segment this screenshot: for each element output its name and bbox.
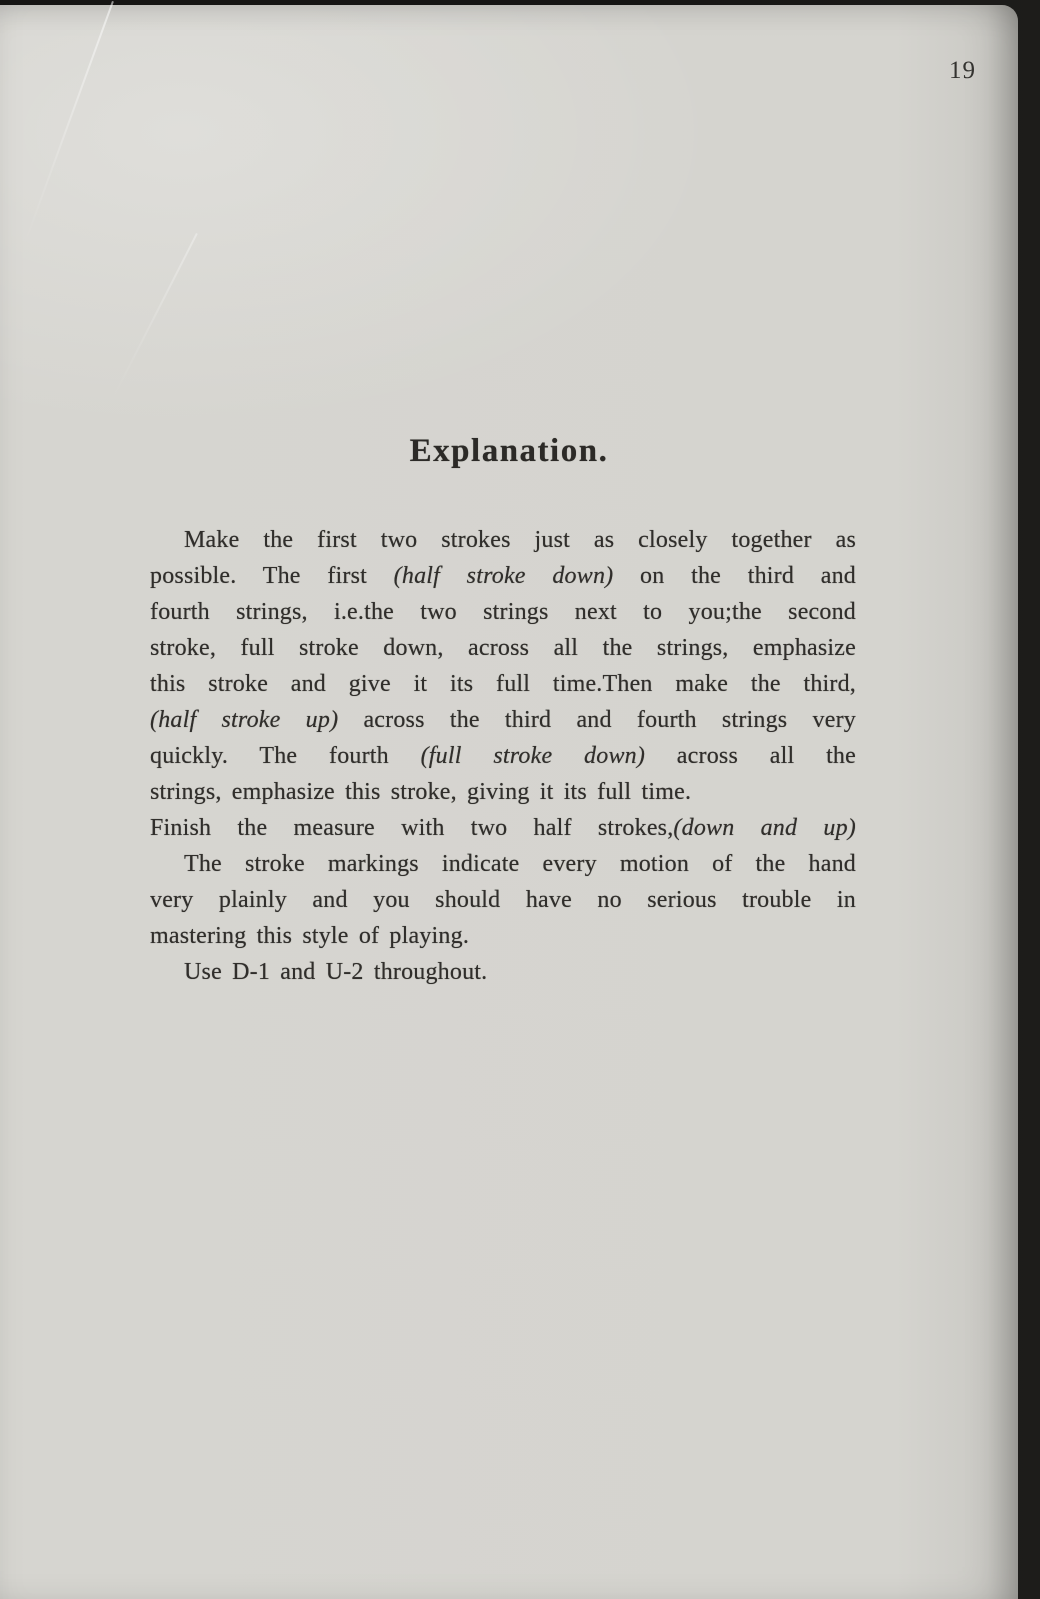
paragraph — [150, 522, 856, 846]
text-line — [150, 738, 856, 774]
page-title: Explanation. — [409, 433, 609, 469]
text-segment: The stroke markings indicate every motion of the hand — [184, 851, 856, 877]
text-line — [150, 882, 856, 918]
paragraph — [150, 846, 856, 954]
text-segment: mastering this style of playing. — [150, 923, 470, 949]
text-line — [150, 918, 856, 954]
text-segment: possible. The first — [150, 563, 394, 589]
text-line — [150, 810, 856, 846]
text-segment: this stroke and give it its full time.Then make the third, — [150, 671, 856, 697]
text-segment: strings, emphasize this stroke, giving it its full time. — [150, 779, 692, 805]
italic-text: (full stroke down) — [420, 743, 646, 769]
text-segment: across all the — [645, 743, 856, 769]
text-line — [150, 522, 856, 558]
text-segment: Use D-1 and U-2 throughout. — [184, 959, 488, 985]
text-segment: Make the first two strokes just as closely together as — [184, 527, 856, 553]
text-line — [150, 630, 856, 666]
text-segment: across the third and fourth strings very — [338, 707, 856, 733]
paragraph — [150, 954, 856, 990]
book-page — [0, 5, 1018, 1599]
text-segment: very plainly and you should have no serious trouble in — [150, 887, 856, 913]
text-line — [150, 558, 856, 594]
text-line — [150, 666, 856, 702]
text-segment: Finish the measure with two half strokes, — [150, 815, 674, 841]
text-line — [150, 774, 856, 810]
text-segment: quickly. The fourth — [150, 743, 421, 769]
text-line — [150, 594, 856, 630]
text-line — [150, 954, 856, 990]
italic-text: (half stroke down) — [393, 563, 614, 589]
text-segment: on the third and — [613, 563, 856, 589]
italic-text: (half stroke up) — [150, 707, 339, 733]
text-line — [150, 846, 856, 882]
text-line — [150, 702, 856, 738]
italic-text: (down and up) — [673, 815, 856, 841]
paper-crease — [23, 1, 114, 246]
text-segment: stroke, full stroke down, across all the strings, emphasize — [150, 635, 856, 661]
paper-crease — [110, 233, 198, 403]
text-block — [150, 522, 856, 990]
page-number: 19 — [949, 57, 976, 84]
text-segment: fourth strings, i.e.the two strings next to you;the second — [150, 599, 856, 625]
